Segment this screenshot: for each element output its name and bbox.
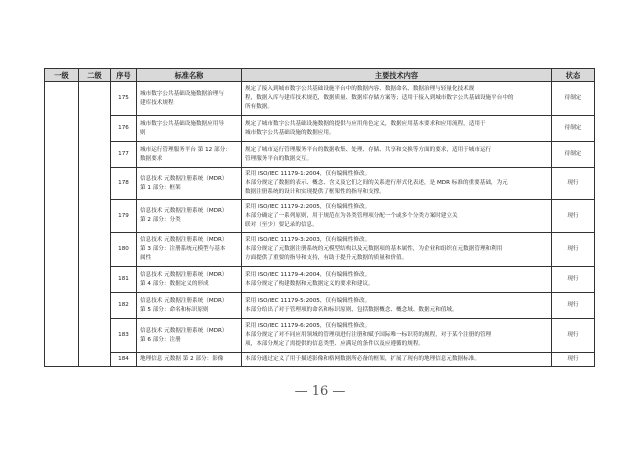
status: 待制定 — [552, 82, 595, 116]
standard-name: 地理信息 元数据 第 2 部分：影像 — [137, 353, 242, 367]
status: 现行 — [552, 233, 595, 267]
status: 待制定 — [552, 116, 595, 142]
standard-name: 信息技术 元数据注册系统（MDR） 第 3 部分：注册系统元模型与基本 属性 — [137, 233, 242, 267]
tech-content: 采用 ISO/IEC 11179-2:2005，仅有编辑性修改。 本部分确定了一系列原则，用于规范在为各类管理项分配一个或多个分类方案时建立关 联对（至少）要记录的信息。 — [242, 200, 552, 233]
standard-name: 城市运行管理服务平台 第 12 部分： 数据要求 — [137, 142, 242, 168]
standard-name: 信息技术 元数据注册系统（MDR） 第 6 部分：注册 — [137, 319, 242, 353]
table-header-row — [45, 69, 595, 82]
table-row — [45, 200, 595, 233]
table-row — [45, 142, 595, 168]
page-number: — 16 — — [294, 384, 346, 399]
table-row — [45, 353, 595, 367]
tech-content: 采用 ISO/IEC 11179-5:2005，仅有编辑性修改。 本部分给出了对于管理项的命名和标识原则，包括数据概念、概念域、数据元和值域。 — [242, 293, 552, 319]
row-number: 175 — [111, 82, 137, 116]
row-number: 179 — [111, 200, 137, 233]
table-body — [45, 82, 595, 367]
row-number: 181 — [111, 267, 137, 293]
row-number: 180 — [111, 233, 137, 267]
standard-name: 城市数字公共基础设施数据应用导 则 — [137, 116, 242, 142]
standard-name: 信息技术 元数据注册系统（MDR） 第 1 部分：框架 — [137, 168, 242, 200]
tech-content: 采用 ISO/IEC 11179-6:2005，仅有编辑性修改。 本部分规定了对不同应用领域的管理项进行注册和赋予国际唯一标识符的规程，对于某个注册的管理 项，本部分规定了需提供的信息类型、应满足的条件以及应遵循的规程。 — [242, 319, 552, 353]
table-row — [45, 293, 595, 319]
tech-content: 规定了城市数字公共基础设施数据的提供与应用角色定义，数据应用基本要求和应用流程，适用于 城市数字公共基础设施的数据应用。 — [242, 116, 552, 142]
row-number: 177 — [111, 142, 137, 168]
tech-content: 采用 ISO/IEC 11179-1:2004，仅有编辑性修改。 本部分规定了数据的表示、概念、含义及它们之间的关系进行形式化表述，是 MDR 标准的重要基础，为元 数据注册系统的设计和实现提供了框架性的指导和支撑。 — [242, 168, 552, 200]
tech-content: 采用 ISO/IEC 11179-4:2004，仅有编辑性修改。 本部分规定了构建数据和元数据定义的要求和建议。 — [242, 267, 552, 293]
tech-content: 规定了接入到城市数字公共基础设施平台中的数据内容、数据命名、数据治理与轻量化技术规 程，数据入库与建库技术规范，数据质量、数据库存储方案等；适用于接入到城市数字公共基础设施平台中的 所有数据。 — [242, 82, 552, 116]
header-number: 序号 — [111, 69, 137, 82]
table-header — [45, 69, 595, 82]
table-row — [45, 82, 595, 116]
table-row — [45, 319, 595, 353]
status: 待制定 — [552, 142, 595, 168]
header-standard-name: 标准名称 — [137, 69, 242, 82]
row-number: 182 — [111, 293, 137, 319]
table-row — [45, 233, 595, 267]
table-row — [45, 168, 595, 200]
header-level1: 一级 — [45, 69, 79, 82]
row-number: 184 — [111, 353, 137, 367]
header-level2: 二级 — [79, 69, 111, 82]
level1-cell — [45, 82, 79, 367]
header-status: 状态 — [552, 69, 595, 82]
standard-name: 城市数字公共基础设施数据治理与 建库技术规程 — [137, 82, 242, 116]
table-row — [45, 267, 595, 293]
status: 现行 — [552, 200, 595, 233]
row-number: 176 — [111, 116, 137, 142]
header-tech-content: 主要技术内容 — [242, 69, 552, 82]
row-number: 178 — [111, 168, 137, 200]
standard-name: 信息技术 元数据注册系统（MDR） 第 5 部分：命名和标识原则 — [137, 293, 242, 319]
standards-table — [44, 68, 595, 367]
status: 现行 — [552, 293, 595, 319]
level2-cell — [79, 82, 111, 367]
table-row — [45, 116, 595, 142]
status: 现行 — [552, 353, 595, 367]
row-number: 183 — [111, 319, 137, 353]
status: 现行 — [552, 267, 595, 293]
standard-name: 信息技术 元数据注册系统（MDR） 第 2 部分：分类 — [137, 200, 242, 233]
tech-content: 规定了城市运行管理服务平台的数据收集、处理、存储、共享和交换等方面的要求，适用于城市运行 管理服务平台的数据交互。 — [242, 142, 552, 168]
status: 现行 — [552, 319, 595, 353]
tech-content: 本部分通过定义了用于描述影像和格网数据所必备的框架，扩展了现有的地理信息元数据标准。 — [242, 353, 552, 367]
status: 现行 — [552, 168, 595, 200]
standard-name: 信息技术 元数据注册系统（MDR） 第 4 部分：数据定义的形成 — [137, 267, 242, 293]
tech-content: 采用 ISO/IEC 11179-3:2003，仅有编辑性修改。 本部分规定了元数据注册系统的元模型结构以及元数据项的基本属性，为企业和组织在元数据管理和利用 方面提供了重要的指导和支持，有助于提升元数据的质量和价值。 — [242, 233, 552, 267]
